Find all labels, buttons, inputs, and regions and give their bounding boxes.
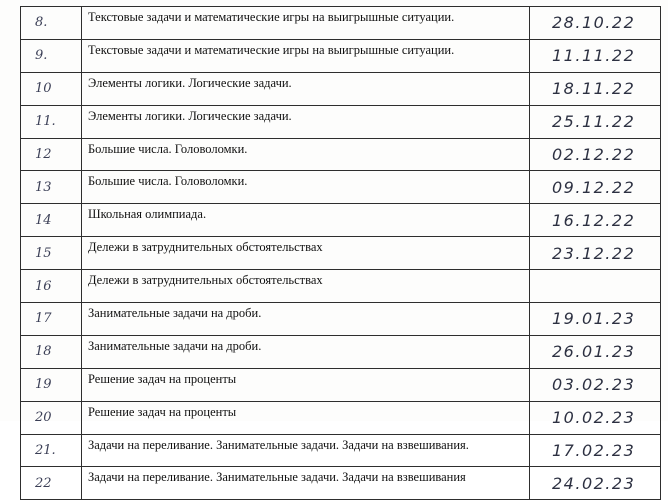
table-row	[21, 303, 661, 336]
lesson-date: 11.11.22	[530, 39, 661, 72]
lesson-number: 14	[21, 204, 82, 237]
lesson-topic: Задачи на переливание. Занимательные задачи. Задачи на взвешивания.	[82, 434, 530, 467]
lesson-date: 18.11.22	[530, 72, 661, 105]
lesson-topic: Решение задач на проценты	[82, 401, 530, 434]
lesson-date	[530, 270, 661, 303]
lesson-date: 03.02.23	[530, 368, 661, 401]
lesson-number: 22	[21, 467, 82, 500]
lesson-date: 23.12.22	[530, 237, 661, 270]
lesson-topic: Задачи на переливание. Занимательные задачи. Задачи на взвешивания	[82, 467, 530, 500]
lesson-date: 19.01.23	[530, 303, 661, 336]
table-row	[21, 204, 661, 237]
lesson-number: 16	[21, 270, 82, 303]
table-row	[21, 7, 661, 40]
lesson-date: 25.11.22	[530, 105, 661, 138]
lesson-number: 21.	[21, 434, 82, 467]
table-row	[21, 368, 661, 401]
lesson-topic: Текстовые задачи и математические игры на выигрышные ситуации.	[82, 7, 530, 40]
table-row	[21, 335, 661, 368]
table-row	[21, 105, 661, 138]
lesson-number: 8.	[21, 7, 82, 40]
lesson-topic: Школьная олимпиада.	[82, 204, 530, 237]
lesson-topic: Дележи в затруднительных обстоятельствах	[82, 270, 530, 303]
lesson-number: 15	[21, 237, 82, 270]
lesson-topic: Элементы логики. Логические задачи.	[82, 105, 530, 138]
lesson-number: 18	[21, 335, 82, 368]
lesson-topic: Дележи в затруднительных обстоятельствах	[82, 237, 530, 270]
lesson-date: 09.12.22	[530, 171, 661, 204]
lesson-number: 17	[21, 303, 82, 336]
lesson-date: 02.12.22	[530, 138, 661, 171]
lesson-date: 17.02.23	[530, 434, 661, 467]
table-row	[21, 270, 661, 303]
lesson-topic: Решение задач на проценты	[82, 368, 530, 401]
lesson-topic: Большие числа. Головоломки.	[82, 138, 530, 171]
table-row	[21, 434, 661, 467]
lesson-date: 26.01.23	[530, 335, 661, 368]
lesson-date: 24.02.23	[530, 467, 661, 500]
lesson-date: 16.12.22	[530, 204, 661, 237]
lesson-number: 19	[21, 368, 82, 401]
table-row	[21, 467, 661, 500]
table-row	[21, 401, 661, 434]
table-row	[21, 72, 661, 105]
lesson-topic: Элементы логики. Логические задачи.	[82, 72, 530, 105]
table-row	[21, 138, 661, 171]
table-row	[21, 39, 661, 72]
table-row	[21, 237, 661, 270]
lesson-topic: Занимательные задачи на дроби.	[82, 303, 530, 336]
lesson-number: 12	[21, 138, 82, 171]
lesson-date: 28.10.22	[530, 7, 661, 40]
table-row	[21, 171, 661, 204]
lesson-number: 9.	[21, 39, 82, 72]
table-body	[21, 7, 661, 500]
lesson-number: 10	[21, 72, 82, 105]
lesson-date: 10.02.23	[530, 401, 661, 434]
lesson-schedule-table	[20, 6, 661, 500]
lesson-number: 11.	[21, 105, 82, 138]
lesson-topic: Большие числа. Головоломки.	[82, 171, 530, 204]
lesson-number: 20	[21, 401, 82, 434]
lesson-number: 13	[21, 171, 82, 204]
lesson-topic: Занимательные задачи на дроби.	[82, 335, 530, 368]
lesson-topic: Текстовые задачи и математические игры на выигрышные ситуации.	[82, 39, 530, 72]
